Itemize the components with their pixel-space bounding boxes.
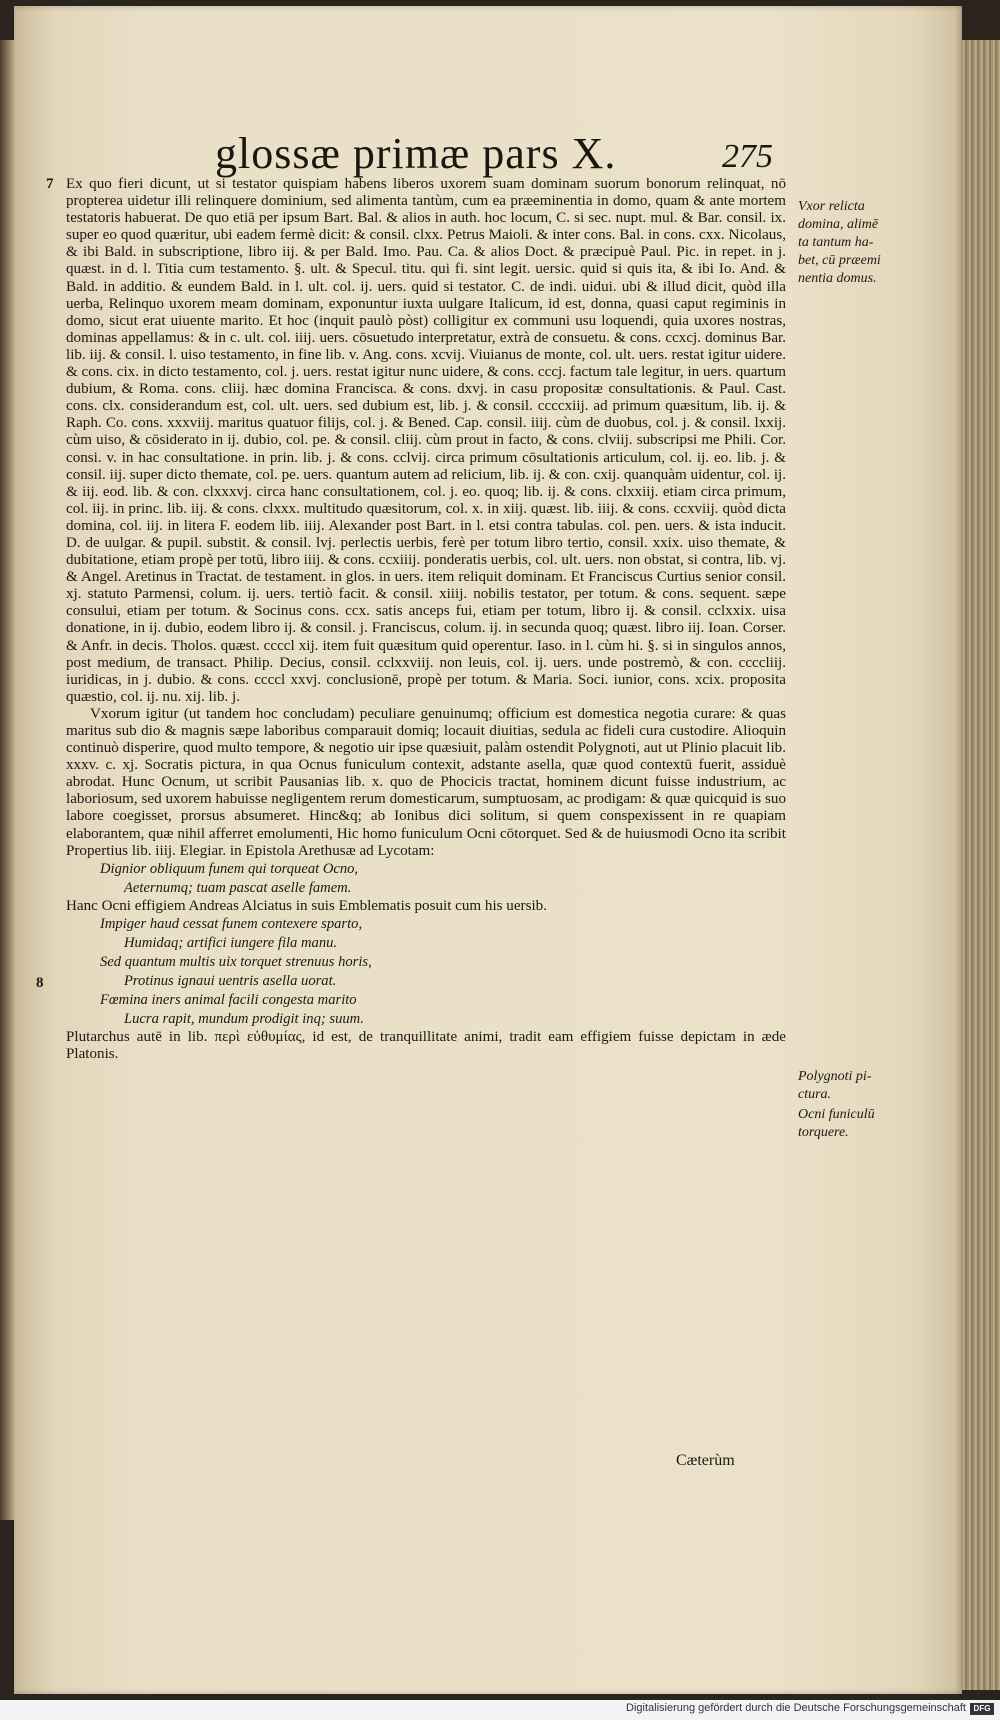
marginal-line: Vxor relicta: [798, 199, 865, 214]
verse-line: Sed quantum multis uix torquet strenuus horis,: [100, 953, 372, 970]
paragraph-number-8: 8: [36, 975, 44, 991]
paragraph-7: Ex quo fieri dicunt, ut si testator quispiam habens liberos uxorem suam dominam suorum bonorum relinquat, nō propterea uidetur illi relinquere dominium, sed alimenta tantùm, cum ea præeminentia in domo, quam & ante mortem testatoris habuerat. De quo etiā per ipsum Bart. Bal. & alios in auth. hoc locum, C. si sec. nupt. mul. & Bar. consil. ix. super eo quod quæritur, ubi eadem fermè dicit: & consil. clxx. Petrus Maioli. & inter cons. Bal. in cons. cxx. Nicolaus, & ibi Bald. in subscriptione, libro iij. & per Bald. Imo. Pau. Ca. & alios Doct. & præcipuè Paul. Pic. in repet. in j. quæst. in d. l. Titia cum testamento. §. ult. & Specul. titu. qui fi. sint legit. uersic. quid si quis ita, & ibi Io. And. & Bald. in additio. & eundem Bald. in l. ult. col. ij. uers. quid si testator. C. de indi. uidui. ubi & illud dicit, quòd illa uerba, Relinquo uxorem meam dominam, exponuntur iuxta uulgare Italicum, id est, donna, quasi caput regiminis in domo, sicut erat uiuente marito. Et hoc (inquit paulò pòst) colligitur ex communi usu loquendi, quia uxores nostras, dominas appellamus: & in c. ult. col. iiij. uers. cōsuetudo interpretatur, extrà de consuetu. & cons. ccxcj. dominus Bar. lib. iij. & consil. l. uiso testamento, in fine lib. v. Ang. cons. xcvij. Viuianus de monte, col. ult. uers. restat igitur uidere. & cons. cix. in dicto testamento, col. j. uers. restat igitur nunc uidere, & cons. cccj. factum tale legitur, in uers. quartum dubium, & Roma. cons. cliij. hæc domina Francisca. & cons. dxvj. in casu propositæ consultationis. & Paul. Cast. cons. clx. considerandum est, col. ult. uers. sed dubium est, lib. j. & consil. ccccxiij. ad primum quæsitum, lib. ij. & Raph. Co. cons. xxxviij. maritus quatuor filijs, col. j. & Bened. Cap. consil. iiij. cùm de duobus, col. j. & consil. lxxij. cùm uiso, & cōsiderato in ij. dubio, col. pe. & consil. cliij. cùm prout in facto, & cons. clviij. subscripsi me Phili. Cor. consi. v. in hac consultatione. in prin. lib. j. & cons. cclvij. circa primum cōsultationis articulum, col. ij. eo. lib. j. & consil. iij. super dicto themate, col. pe. uers. quantum autem ad relicium, lib. ij. & con. cxij. quanquàm uidentur, col. ij. & iij. eod. lib. & con. clxxxvj. circa hanc consultationem, col. j. eo. quoq; lib. ij. & cons. clxxiij. etiam circa primum, col. iij. in princ. lib. iij. & cons. clxxx. multitudo quæsitorum, col. x. in xiij. quæst. lib. iiij. & cons. ccxviij. quòd dicta domina, col. iij. in litera F. eodem lib. iiij. Alexander post Bart. in l. etsi contra tabulas. col. pen. uers. & ista inducit. D. de uulgar. & pupil. substit. & consil. lvj. perlectis uerbis, ferè per totum libro tertio, consil. xxix. uiso themate, & dubitatione, etiam propè per totū, libro iiij. & cons. ccxiiij. ponderatis uerbis, col. ult. uers. non obstat, si contra, lib. vj. & Angel. Aretinus in Tractat. de testament. in glos. in uers. item reliquit dominam. Et Franciscus Curtius senior consil. xj. statuto Parmensi, colum. ij. uers. tertiò facit. & consil. xiiij. nobilis testator, per totum. & cons. sequent. sæpe consului, etiam per totum. & Socinus cons. ccx. satis anceps fui, etiam per totum, libro ij. & consil. cclxxix. uisa donatione, in ij. dubio, eodem libro ij. & consil. j. Franciscus, colum. ij. in secunda quoq; quæst. libro iij. Ioan. Corser. & Anfr. in decis. Tholos. quæst. ccccl xij. item fuit quæsitum quid operentur. Iaso. in l. cùm hi. §. si in singulos annos, post medium, de transact. Philip. Decius, consil. cclxxviij. non leuis, col. ij. uers. unde postremò, & con. ccccliij. iuridicas, in j. dubio. & cons. ccccl xxvj. conclusionē, propè per totum. & Maria. Soci. iunior, cons. xcix. proposita quæstio, col. ij. nu. xij. lib. j.: [66, 176, 786, 705]
marginal-line: nentia domus.: [798, 271, 877, 286]
verse-line: Protinus ignaui uentris asella uorat.: [124, 972, 337, 989]
marginal-line: Polygnoti pi-: [798, 1069, 872, 1084]
main-text-block: [66, 176, 786, 1063]
marginal-line: torquere.: [798, 1125, 849, 1140]
verse-line: Humidaq; artifici iungere fila manu.: [124, 934, 338, 951]
catchword: Cæterùm: [676, 1452, 735, 1469]
alciato-verse: [66, 915, 786, 1029]
marginal-note-ocni: [798, 1106, 916, 1142]
alciato-intro: Hanc Ocni effigiem Andreas Alciatus in suis Emblematis posuit cum his uersib.: [66, 897, 547, 914]
dfg-logo: DFG: [970, 1703, 994, 1715]
marginal-note-polygnoti: [798, 1068, 916, 1104]
marginal-line: Ocni funiculū: [798, 1107, 875, 1122]
running-title: glossæ primæ pars X.: [215, 129, 617, 178]
page-number: 275: [722, 138, 773, 175]
verse-line: Aeternumq; tuam pascat aselle famem.: [124, 879, 352, 896]
marginal-line: ta tantum ha-: [798, 235, 874, 250]
paragraph-number-7: 7: [46, 176, 54, 192]
book-fore-edge: [962, 40, 1000, 1690]
verse-line: Dignior obliquum funem qui torqueat Ocno,: [100, 860, 359, 877]
digitization-credit: Digitalisierung gefördert durch die Deutsche Forschungsgemeinschaft: [626, 1702, 966, 1714]
verse-line: Impiger haud cessat funem contexere sparto,: [100, 915, 363, 932]
marginal-note-uxor: [798, 198, 916, 288]
facing-page-edge: [0, 40, 14, 1520]
marginal-line: domina, alimē: [798, 217, 879, 232]
marginal-line: ctura.: [798, 1087, 832, 1102]
verse-line: Lucra rapit, mundum prodigit inq; suum.: [124, 1010, 364, 1027]
verse-line: Fœmina iners animal facili congesta marito: [100, 991, 357, 1008]
plutarch-paragraph: Plutarchus autē in lib. περὶ εὐθυμίας, id est, de tranquillitate animi, tradit eam effigiem fuisse depictam in æde Platonis.: [66, 1028, 786, 1062]
propertius-verse: [66, 860, 786, 898]
paragraph-8: Vxorum igitur (ut tandem hoc concludam) peculiare genuinumq; officium est domestica negotia curare: & quas maritus sub dio & magnis sæpe laboribus comparauit domiq; locauit diuitias, sedula ac fideli cura custodire. Alioquin continuò disperire, quod multo tempore, & negotio uir ipse quæsiuit, palàm ostendit Polygnoti, aut ut Plinio placuit lib. xxxv. c. xj. Socratis pictura, in qua Ocnus funiculum contexit, adstante asella, quæ quod contextū fuerit, assiduè abrodat. Hunc Ocnum, ut scribit Pausanias lib. x. quo de Phocicis tractat, hominem dicunt fuisse industrium, ac laboriosum, sed uxorem habuisse negligentem rerum domesticarum, sumptuosam, ac prodigam: & quæ quicquid is suo labore coegisset, prorsus absumeret. Hinc&q; ab Ionibus dici solitum, si quem conspexissent in re quapiam elaborantem, quæ nihil afferret emolumenti, Hic homo funiculum Ocni cōtorquet. Sed & de huiusmodi Ocno ita scribit Propertius lib. iiij. Elegiar. in Epistola Arethusæ ad Lycotam:: [66, 705, 786, 859]
marginal-line: bet, cū præemi: [798, 253, 881, 268]
